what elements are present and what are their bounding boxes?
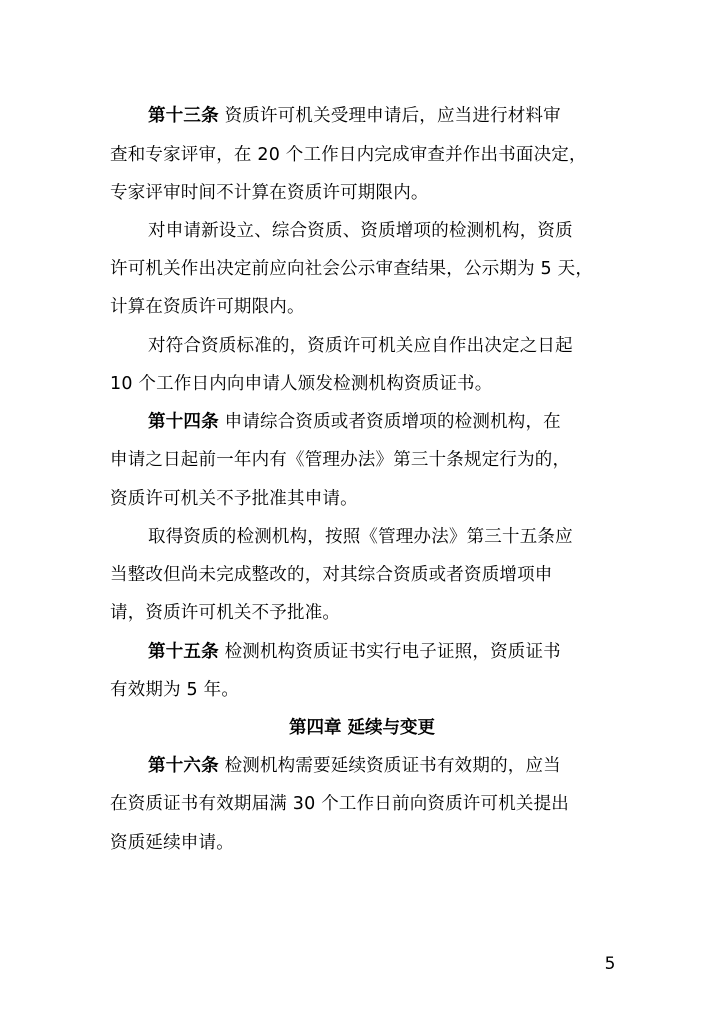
- page-number: 5: [604, 954, 616, 974]
- chapter-4-heading: 第四章 延续与变更: [288, 718, 436, 738]
- article-15-line-1: [148, 640, 620, 664]
- article-13-line-3: 专家评审时间不计算在资质许可期限内。: [110, 183, 429, 203]
- article-16-line-2: 在资质证书有效期届满 30 个工作日前向资质许可机关提出: [110, 794, 569, 814]
- article-14-label: 第十四条: [148, 412, 219, 432]
- rectify-para-line-1: 取得资质的检测机构，按照《管理办法》第三十五条应: [148, 527, 573, 547]
- article-15-line-2: 有效期为 5 年。: [110, 680, 240, 700]
- article-14-line-2: 申请之日起前一年内有《管理办法》第三十条规定行为的，: [110, 450, 571, 470]
- article-16-label: 第十六条: [148, 756, 219, 776]
- article-14-text: 申请综合资质或者资质增项的检测机构，在: [218, 412, 561, 432]
- publicity-para-line-3: 计算在资质许可期限内。: [110, 297, 305, 317]
- article-13-text: 资质许可机关受理申请后，应当进行材料审: [218, 106, 561, 126]
- rectify-para-line-2: 当整改但尚未完成整改的，对其综合资质或者资质增项申: [110, 565, 553, 585]
- article-16-text: 检测机构需要延续资质证书有效期的，应当: [218, 756, 561, 776]
- issue-para-line-1: 对符合资质标准的，资质许可机关应自作出决定之日起: [148, 336, 573, 356]
- article-16-line-3: 资质延续申请。: [110, 833, 234, 853]
- publicity-para-line-1: 对申请新设立、综合资质、资质增项的检测机构，资质: [148, 221, 573, 241]
- article-13-line-2: 查和专家评审，在 20 个工作日内完成审查并作出书面决定，: [110, 145, 587, 165]
- article-13-line-1: [148, 104, 620, 128]
- article-13-label: 第十三条: [148, 106, 219, 126]
- article-16-line-1: [148, 754, 620, 778]
- article-15-text: 检测机构资质证书实行电子证照，资质证书: [218, 642, 561, 662]
- article-15-label: 第十五条: [148, 642, 219, 662]
- issue-para-line-2: 10 个工作日内向申请人颁发检测机构资质证书。: [110, 374, 493, 394]
- rectify-para-line-3: 请，资质许可机关不予批准。: [110, 603, 341, 623]
- publicity-para-line-2: 许可机关作出决定前应向社会公示审查结果，公示期为 5 天，: [110, 259, 594, 279]
- article-14-line-1: [148, 410, 620, 434]
- article-14-line-3: 资质许可机关不予批准其申请。: [110, 489, 358, 509]
